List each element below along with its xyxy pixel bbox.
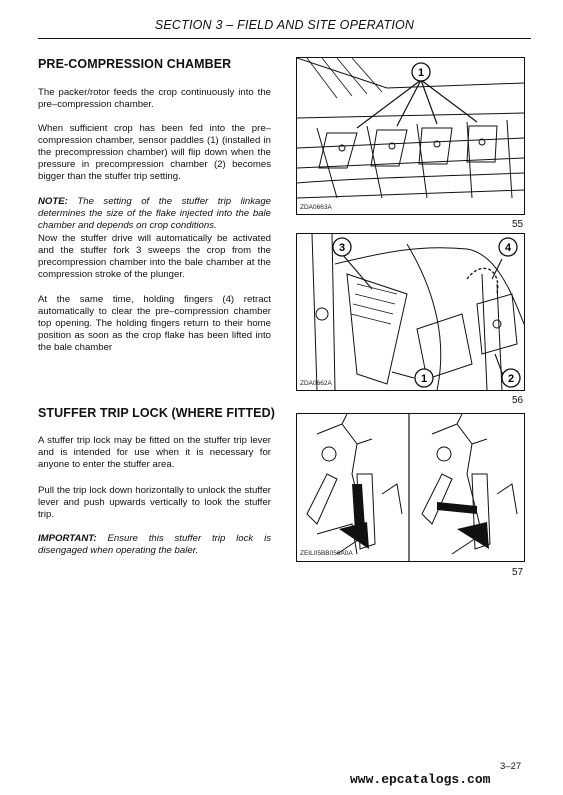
callout-label: 1 [417, 67, 425, 79]
figure-56-code: ZDA0662A [300, 380, 332, 387]
figure-57-code: ZEIL05BB056A0A [300, 550, 353, 557]
note-lead: NOTE: [38, 196, 68, 207]
trip-lock-important [38, 533, 271, 557]
figure-55-drawing [297, 58, 524, 214]
precompression-para-2: When sufficient crop has been fed into the pre–compression chamber, sensor paddles (1) (installed in the precompression chamber) will flip down when the pressure in precompression chamber (2) becomes bigger than the stuffer trip setting. [38, 123, 271, 182]
figure-55-code: ZDA0663A [300, 204, 332, 211]
figure-57-number: 57 [512, 567, 524, 578]
precompression-heading: PRE-COMPRESSION CHAMBER [38, 57, 232, 71]
website-watermark: www.epcatalogs.com [350, 772, 491, 787]
figure-55-sensor-paddles [296, 57, 525, 215]
figure-56-stuffer-mechanism [296, 233, 525, 391]
callout-label: 3 [338, 242, 346, 254]
callout-label: 4 [504, 242, 512, 254]
header-rule [38, 38, 531, 39]
section-header: SECTION 3 – FIELD AND SITE OPERATION [154, 18, 415, 32]
note-body: The setting of the stuffer trip linkage determines the size of the flake injected into the bale chamber and depends on crop conditions. [38, 196, 271, 231]
trip-lock-para-1: A stuffer trip lock may be fitted on the stuffer trip lever and is intended for use when it is necessary for anyone to enter the stuffer area. [38, 435, 271, 470]
page-number: 3–27 [500, 761, 522, 772]
figure-56-number: 56 [512, 395, 524, 406]
precompression-note [38, 196, 271, 232]
precompression-para-3: Now the stuffer drive will automatically be activated and the stuffer fork 3 sweeps the crop from the precompression chamber into the bale chamber at the compression stroke of the plunger. [38, 233, 271, 280]
callout-label: 1 [420, 373, 428, 385]
callout-label: 2 [507, 373, 515, 385]
figure-57-drawing [297, 414, 524, 561]
precompression-para-1: The packer/rotor feeds the crop continuously into the pre–compression chamber. [38, 87, 271, 110]
important-lead: IMPORTANT: [38, 533, 97, 544]
trip-lock-heading: STUFFER TRIP LOCK (WHERE FITTED) [38, 406, 275, 420]
figure-57-trip-lock [296, 413, 525, 562]
figure-56-drawing [297, 234, 524, 390]
important-body: Ensure this stuffer trip lock is disengaged when operating the baler. [38, 533, 271, 556]
trip-lock-para-2: Pull the trip lock down horizontally to unlock the stuffer lever and push upwards vertically to look the stuffer trip. [38, 485, 271, 520]
precompression-para-4: At the same time, holding fingers (4) retract automatically to clear the pre–compression chamber top opening. The holding fingers return to their home position as soon as the crop flake has been lifted into the bale chamber [38, 294, 271, 353]
figure-55-number: 55 [512, 219, 524, 230]
